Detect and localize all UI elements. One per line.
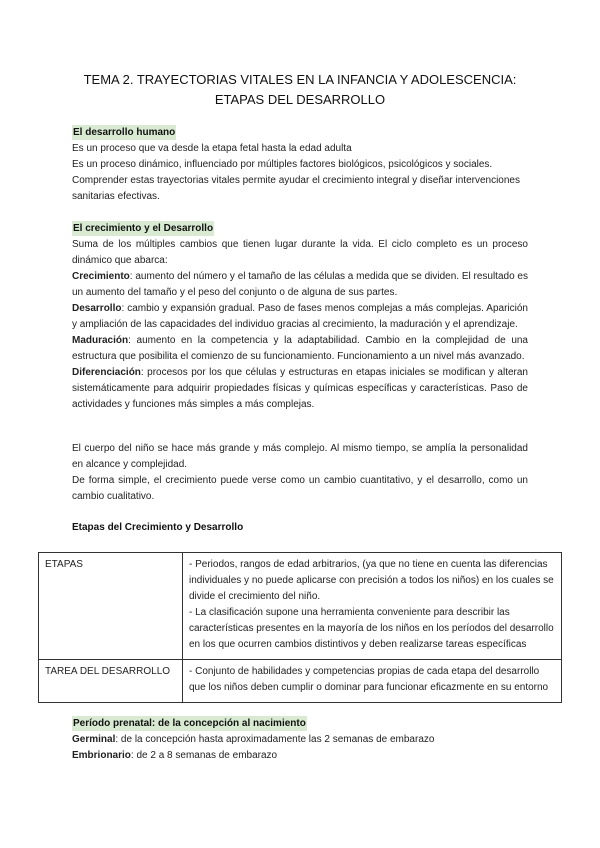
paragraph: Es un proceso que va desde la etapa fetal hasta la edad adulta — [72, 143, 352, 154]
section-crecimiento-summary — [72, 441, 528, 505]
definition — [72, 269, 528, 301]
term-text: : de la concepción hasta aproximadamente las 2 semanas de embarazo — [115, 734, 435, 745]
table-cell-label: ETAPAS — [39, 553, 183, 660]
paragraph: El cuerpo del niño se hace más grande y más complejo. Al mismo tiempo, se amplía la personalidad en alcance y complejidad. — [72, 443, 528, 470]
definition — [72, 732, 528, 748]
cell-item: - Periodos, rangos de edad arbitrarios, (ya que no tiene en cuenta las diferencias individuales y no puede aplicarse con precisión a todos los niños) en los cuales se divide el crecimiento del niño. — [189, 559, 554, 602]
term-text: : aumento del número y el tamaño de las células a medida que se dividen. El resultado es un aumento del tamaño y el peso del conjunto o de alguna de sus partes. — [72, 271, 528, 298]
table-row — [39, 553, 562, 660]
term-text: : de 2 a 8 semanas de embarazo — [130, 750, 278, 761]
stages-table — [38, 552, 562, 703]
table-row — [39, 660, 562, 703]
section-crecimiento-desarrollo — [72, 221, 528, 413]
cell-item: - La clasificación supone una herramienta conveniente para describir las características presentes en la mayoría de los niños en los períodos del desarrollo en los que ocurren cambios distintivos y deben realizarse tareas específicas — [189, 607, 554, 650]
definition — [72, 333, 528, 365]
term-text: : cambio y expansión gradual. Paso de fases menos complejas a más complejas. Aparición y ampliación de las capacidades del individuo gracias al crecimiento, la maduración y el aprendizaje. — [72, 303, 528, 330]
definition — [72, 748, 528, 764]
term-text: : aumento en la competencia y la adaptabilidad. Cambio en la complejidad de una estructura que posibilita el comienzo de su funcionamiento. Funcionamiento a un nivel más avanzado. — [72, 335, 528, 362]
paragraph: De forma simple, el crecimiento puede verse como un cambio cuantitativo, y el desarrollo, como un cambio cualitativo. — [72, 475, 528, 502]
term: Maduración — [72, 335, 129, 346]
cell-item: - Conjunto de habilidades y competencias propias de cada etapa del desarrollo que los niños deben cumplir o dominar para funcionar eficazmente en su entorno — [189, 666, 549, 693]
title-line-2: ETAPAS DEL DESARROLLO — [214, 92, 386, 107]
term: Germinal — [72, 734, 116, 745]
section-heading: Etapas del Crecimiento y Desarrollo — [72, 522, 244, 533]
term: Embrionario — [72, 750, 131, 761]
table-cell-label: TAREA DEL DESARROLLO — [39, 660, 183, 703]
page-title — [0, 70, 600, 110]
paragraph: Suma de los múltiples cambios que tienen lugar durante la vida. El ciclo completo es un proceso dinámico que abarca: — [72, 239, 528, 266]
title-line-1: TEMA 2. TRAYECTORIAS VITALES EN LA INFANCIA Y ADOLESCENCIA: — [83, 72, 517, 87]
definition — [72, 301, 528, 333]
section-desarrollo-humano — [72, 125, 528, 205]
table-cell-description — [183, 660, 562, 703]
table-cell-description — [183, 553, 562, 660]
paragraph: Es un proceso dinámico, influenciado por múltiples factores biológicos, psicológicos y sociales. — [72, 159, 493, 170]
term: Desarrollo — [72, 303, 122, 314]
section-heading: El desarrollo humano — [73, 127, 176, 138]
term: Diferenciación — [72, 367, 141, 378]
section-heading: El crecimiento y el Desarrollo — [73, 223, 214, 234]
section-etapas — [72, 520, 528, 536]
term-text: : procesos por los que células y estructuras en etapas iniciales se modifican y alteran sistemáticamente para adquirir propiedades físicas y químicas específicas y características. Paso de actividades y funciones más simples a más complejas. — [72, 367, 528, 410]
paragraph: Comprender estas trayectorias vitales permite ayudar el crecimiento integral y diseñar intervenciones sanitarias efectivas. — [72, 175, 520, 202]
section-heading: Período prenatal: de la concepción al nacimiento — [73, 718, 306, 729]
section-periodo-prenatal — [72, 716, 528, 764]
definition — [72, 365, 528, 413]
term: Crecimiento — [72, 271, 130, 282]
